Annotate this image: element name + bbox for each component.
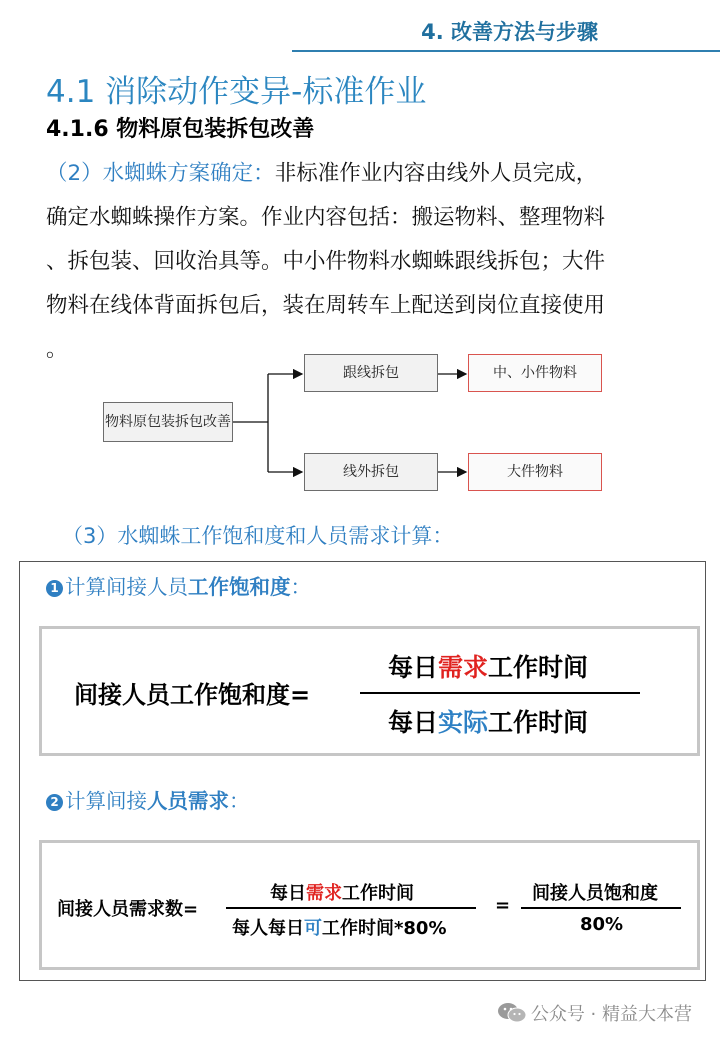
flow-root-box: 物料原包装拆包改善 bbox=[103, 402, 233, 442]
section-title: 4.1 消除动作变异-标准作业 bbox=[46, 74, 427, 110]
saturation-fraction-line bbox=[360, 692, 640, 694]
number-two-icon: 2 bbox=[46, 794, 63, 811]
chapter-header: 4. 改善方法与步骤 bbox=[421, 20, 598, 44]
saturation-lhs: 间接人员工作饱和度= bbox=[74, 681, 311, 709]
demand-rhs-numerator: 间接人员饱和度 bbox=[532, 883, 658, 904]
step2-line-4: 物料在线体背面拆包后，装在周转车上配送到岗位直接使用 bbox=[46, 293, 606, 318]
step2-text: 非标准作业内容由线外人员完成， bbox=[274, 161, 598, 186]
step2-line-5: 。 bbox=[46, 337, 68, 362]
step2-line-2: 确定水蜘蛛操作方案。作业内容包括：搬运物料、整理物料 bbox=[46, 205, 606, 230]
calc-panel bbox=[19, 561, 706, 981]
calc2-heading: 2 计算间接人员需求： bbox=[46, 784, 250, 814]
demand-equals: = bbox=[495, 895, 511, 916]
flow-result-top: 中、小件物料 bbox=[468, 354, 602, 392]
step2-label: （2）水蜘蛛方案确定： bbox=[46, 161, 275, 186]
calc1-heading: 1 计算间接人员工作饱和度： bbox=[46, 570, 311, 600]
flow-branch-bottom: 线外拆包 bbox=[304, 453, 438, 491]
saturation-denominator: 每日实际工作时间 bbox=[388, 708, 589, 737]
saturation-formula-box bbox=[39, 626, 700, 756]
demand-fraction-line bbox=[226, 907, 476, 909]
saturation-numerator: 每日需求工作时间 bbox=[388, 653, 589, 682]
flow-branch-top: 跟线拆包 bbox=[304, 354, 438, 392]
watermark-text: 公众号 · 精益大本营 bbox=[530, 1004, 692, 1025]
demand-rhs-denominator: 80% bbox=[580, 914, 624, 935]
flow-result-bottom: 大件物料 bbox=[468, 453, 602, 491]
wechat-icon bbox=[497, 1002, 527, 1024]
demand-rhs-fraction-line bbox=[521, 907, 681, 909]
step3-heading: （3）水蜘蛛工作饱和度和人员需求计算： bbox=[62, 524, 454, 548]
demand-formula-box bbox=[39, 840, 700, 970]
subsection-title: 4.1.6 物料原包装拆包改善 bbox=[46, 117, 315, 142]
number-one-icon: 1 bbox=[46, 580, 63, 597]
step2-line-3: 、拆包装、回收治具等。中小件物料水蜘蛛跟线拆包；大件 bbox=[46, 249, 606, 274]
demand-denominator: 每人每日可工作时间*80% bbox=[232, 918, 447, 939]
watermark bbox=[497, 1000, 692, 1026]
demand-lhs: 间接人员需求数= bbox=[57, 899, 199, 920]
demand-numerator: 每日需求工作时间 bbox=[270, 883, 414, 904]
